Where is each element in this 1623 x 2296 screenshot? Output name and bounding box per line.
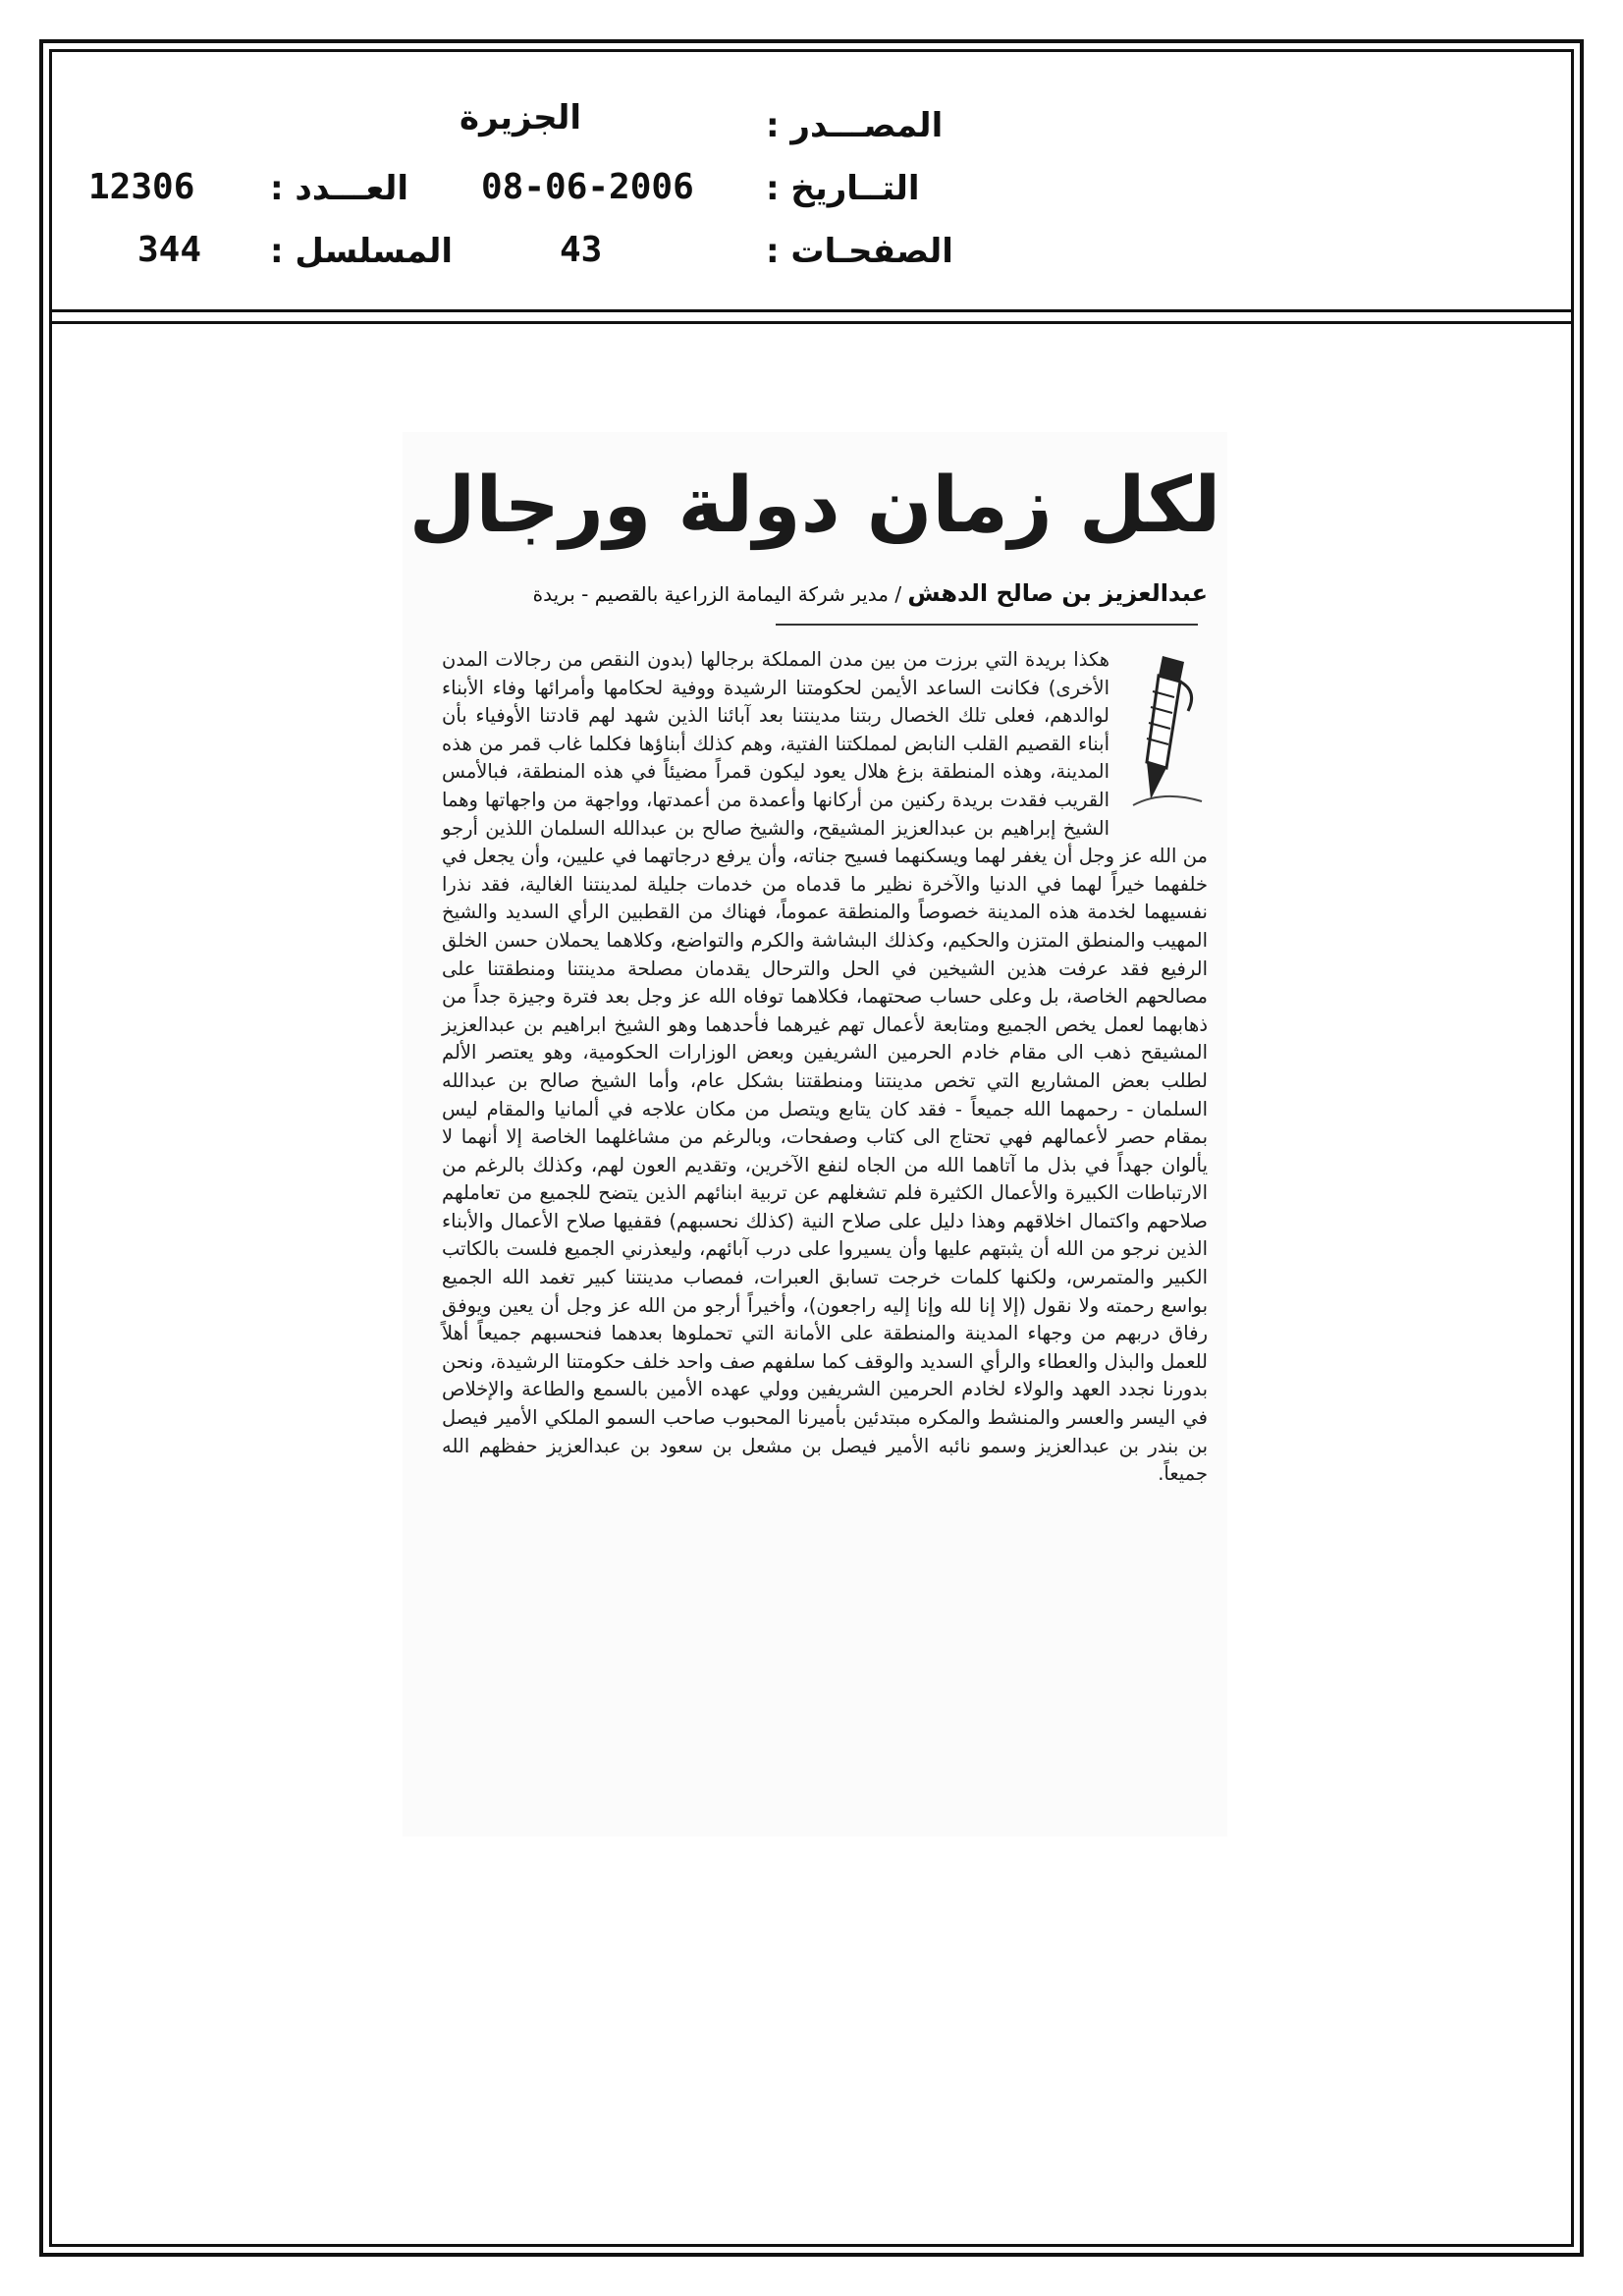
source-label: المصـــدر : xyxy=(766,106,944,145)
source-value: الجزيرة xyxy=(460,98,582,137)
issue-label: العـــدد : xyxy=(270,169,408,208)
pen-icon xyxy=(1123,652,1208,809)
author-name: عبدالعزيز بن صالح الدهش xyxy=(907,579,1208,607)
author-role: مدير شركة اليمامة الزراعية بالقصيم - بريدة xyxy=(532,582,889,606)
header-divider-top xyxy=(49,309,1574,312)
serial-label: المسلسل : xyxy=(270,232,454,271)
article-body xyxy=(442,646,1208,1489)
serial-value: 344 xyxy=(137,230,202,270)
date-label: التــاريخ : xyxy=(766,169,920,208)
article-clipping xyxy=(403,432,1227,1836)
article-title: لكل زمان دولة ورجال xyxy=(408,462,1221,550)
byline-separator: / xyxy=(894,582,902,606)
issue-value: 12306 xyxy=(88,167,195,207)
date-value: 08-06-2006 xyxy=(481,167,694,207)
pages-value: 43 xyxy=(560,230,603,270)
byline-rule xyxy=(776,624,1198,626)
byline xyxy=(533,579,1208,607)
article-body-text: هكذا بريدة التي برزت من بين مدن المملكة برجالها (بدون النقص من رجالات المدن الأخرى) فكانت الساعد الأيمن لحكومتنا الرشيدة ووفية لحكامها وأمرائها وفاء الأبناء لوالدهم، فعلى تلك الخصال ربتنا مدينتنا بعد آبائنا الذين شهد لهم قادتنا الأوفياء بأن أبناء القصيم القلب النابض لمملكتنا الفتية، وهم كذلك أبناؤها فكلما غاب قمر من هذه المدينة، وهذه المنطقة بزغ هلال يعود ليكون قمراً مضيئاً في هذه المنطقة، فبالأمس القريب فقدت بريدة ركنين من أركانها وأعمدة من أعمدتها، وواجهة من واجهاتها وهما الشيخ إبراهيم بن عبدالعزيز المشيقح، والشيخ صالح بن عبدالله السلمان اللذين أرجو من الله عز وجل أن يغفر لهما ويسكنهما فسيح جناته، وأن يرفع درجاتهما في عليين، وأن يجعل في خلفهما خيراً لهما في الدنيا والآخرة نظير ما قدماه من خدمات جليلة لمدينتنا الغالية، فقد نذرا نفسيهما لخدمة هذه المدينة خصوصاً والمنطقة عموماً، فهناك من القطبين الرأي السديد والشيخ المهيب والمنطق المتزن والحكيم، وكذلك البشاشة والكرم والتواضع، وكلاهما يحملان حسن الخلق الرفيع فقد عرفت هذين الشيخين في الحل والترحال يقدمان مصلحة مدينتنا ومنطقتنا على مصالحهم الخاصة، بل وعلى حساب صحتهما، فكلاهما توفاه الله عز وجل بعد فترة وجيزة جداً من ذهابهما لعمل يخص الجميع ومتابعة لأعمال تهم غيرهما فأحدهما وهو الشيخ ابراهيم بن عبدالعزيز المشيقح ذهب الى مقام خادم الحرمين الشريفين وبعض الوزارات الحكومية، وهو يعتصر الألم لطلب بعض المشاريع التي تخص مدينتنا ومنطقتنا بشكل عام، وأما الشيخ صالح بن عبدالله السلمان - رحمهما الله جميعاً - فقد كان يتابع ويتصل من مكان علاجه في ألمانيا والمقام ليس بمقام حصر لأعمالهم فهي تحتاج الى كتاب وصفحات، وبالرغم من مشاغلهما الخاصة إلا أنهما لا يألوان جهداً في بذل ما آتاهما الله من الجاه لنفع الآخرين، وتقديم العون لهم، وكذلك بالرغم من الارتباطات الكبيرة والأعمال الكثيرة فلم تشغلهم عن تربية ابنائهم الذين يتضح للجميع من تعاملهم صلاحهم واكتمال اخلاقهم وهذا دليل على صلاح النية (كذلك نحسبهم) فقفيها صلاح الأعمال والأبناء الذين نرجو من الله أن يثبتهم عليها وأن يسيروا على درب آبائهم، وليعذرني الجميع فلست بالكاتب الكبير والمتمرس، ولكنها كلمات خرجت تسابق العبرات، فمصاب مدينتنا كبير تغمد الله الجميع بواسع رحمته ولا نقول (إلا إنا لله وإنا إليه راجعون)، وأخيراً أرجو من الله عز وجل أن يعين ويوفق رفاق دربهم من وجهاء المدينة والمنطقة على الأمانة التي تحملوها بعدهما فنحسبهم جميعاً أهلاً للعمل والبذل والعطاء والرأي السديد والوقف كما سلفهم صف واحد خلف حكومتنا الرشيدة، ونحن بدورنا نجدد العهد والولاء لخادم الحرمين الشريفين وولي عهده الأمين بالسمع والطاعة والإخلاص في اليسر والعسر والمنشط والمكره مبتدئين بأميرنا المحبوب صاحب السمو الملكي الأمير فيصل بن بندر بن عبدالعزيز وسمو نائبه الأمير فيصل بن مشعل بن سعود بن عبدالعزيز حفظهم الله جميعاً. xyxy=(442,648,1208,1486)
pages-label: الصفحـات : xyxy=(766,232,953,271)
header-divider-bottom xyxy=(49,321,1574,324)
